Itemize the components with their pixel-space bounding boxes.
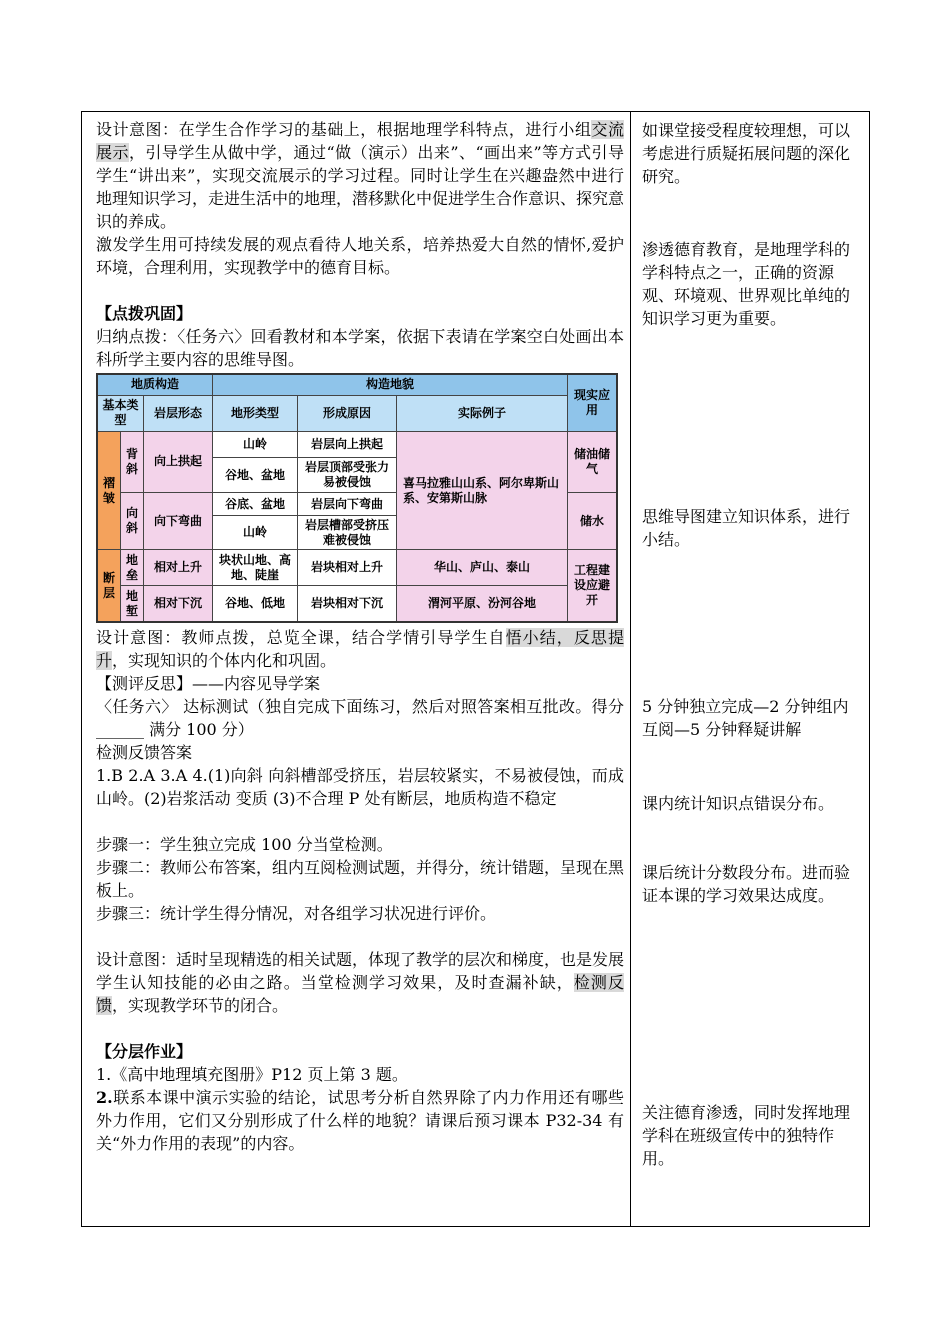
cell-rock-rise: 相对上升 xyxy=(144,550,213,586)
step-two: 步骤二：教师公布答案，组内互阅检测试题，并得分，统计错题，呈现在黑板上。 xyxy=(96,858,625,900)
cell-cause-blockup: 岩块相对上升 xyxy=(298,550,397,586)
row-anticline: 背斜 xyxy=(121,431,144,492)
cell-rock-up: 向上拱起 xyxy=(144,431,213,492)
homework-2-number: 2. xyxy=(96,1088,113,1107)
text-span: 设计意图：教师点拨，总览全课，结合学情引导学生自 xyxy=(96,628,506,647)
section-title-consolidate: 【点拨巩固】 xyxy=(96,304,193,323)
note-moral-education: 渗透德育教育，是地理学科的学科特点之一，正确的资源观、环境观、世界观比单纯的知识学习更为重要。 xyxy=(642,240,851,328)
step-one: 步骤一：学生独立完成 100 分当堂检测。 xyxy=(96,835,393,854)
note-moral-promotion: 关注德育渗透，同时发挥地理学科在班级宣传中的独特作用。 xyxy=(642,1103,851,1168)
cell-rock-sink: 相对下沉 xyxy=(144,586,213,622)
row-fault: 断层 xyxy=(97,550,121,622)
header-application: 现实应用 xyxy=(568,374,618,431)
cell-cause-up: 岩层向上拱起 xyxy=(298,431,397,457)
cell-ridge-2: 山岭 xyxy=(213,516,298,550)
section-title-assessment: 【测评反思】——内容见导学案 xyxy=(96,674,321,693)
answers: 1.B 2.A 3.A 4.(1)向斜 向斜槽部受挤压，岩层较紧实，不易被侵蚀，而成山岭。(2)岩浆活动 变质 (3)不合理 P 处有断层，地质构造不稳定 xyxy=(96,766,624,808)
cell-valley-basin: 谷地、盆地 xyxy=(213,458,298,493)
cell-ridge: 山岭 xyxy=(213,431,298,457)
design-intent-paragraph-3 xyxy=(96,948,624,1017)
cell-low-terrain: 谷地、低地 xyxy=(213,586,298,622)
cell-app-oil: 储油储气 xyxy=(568,431,618,492)
header-basic-type: 基本类型 xyxy=(97,395,144,431)
cell-cause-down: 岩层向下弯曲 xyxy=(298,493,397,516)
cell-block-terrain: 块状山地、高地、陡崖 xyxy=(213,550,298,586)
note-error-stats: 课内统计知识点错误分布。 xyxy=(642,794,835,813)
design-intent-paragraph-2 xyxy=(96,626,624,672)
cell-example-graben: 渭河平原、汾河谷地 xyxy=(397,586,568,622)
text-span: 设计意图：适时呈现精选的相关试题，体现了教学的层次和梯度，也是发展学生认知技能的必由之路。当堂检测学习效果，及时查漏补缺， xyxy=(96,950,625,992)
note-timing: 5 分钟独立完成—2 分钟组内互阅—5 分钟释疑讲解 xyxy=(642,697,849,739)
main-content-column xyxy=(96,118,624,1155)
text-span: 设计意图：在学生合作学习的基础上，根据地理学科特点，进行小组 xyxy=(96,120,592,139)
header-terrain-type: 地形类型 xyxy=(213,395,298,431)
text-span: ，实现知识的个体内化和巩固。 xyxy=(112,651,337,670)
header-geo-structure: 地质构造 xyxy=(97,374,213,395)
cell-example-fold: 喜马拉雅山山系、阿尔卑斯山系、安第斯山脉 xyxy=(397,431,568,550)
cell-cause-trough: 岩层槽部受挤压难被侵蚀 xyxy=(298,516,397,550)
header-cause: 形成原因 xyxy=(298,395,397,431)
text-span: ，引导学生从做中学，通过“做（演示）出来”、“画出来”等方式引导学生“讲出来”，实现交流展示的学习过程。同时让学生在兴趣盎然中进行地理知识学习，走进生活中的地理，潜移默化中促进学生合作意识、探究意识的养成。 xyxy=(96,143,625,231)
cell-valley-basin-2: 谷底、盆地 xyxy=(213,493,298,516)
answer-title: 检测反馈答案 xyxy=(96,743,193,762)
highlight-text: 悟小结，反思提升 xyxy=(96,628,624,670)
task-six-test: 〈任务六〉 达标测试（独自完成下面练习，然后对照答案相互批改。得分______ 满分 100 分） xyxy=(96,697,624,739)
cell-rock-down: 向下弯曲 xyxy=(144,493,213,550)
row-fold: 褶皱 xyxy=(97,431,121,550)
mind-map-table xyxy=(96,373,618,623)
cell-cause-blockdown: 岩块相对下沉 xyxy=(298,586,397,622)
note-score-stats: 课后统计分数段分布。进而验证本课的学习效果达成度。 xyxy=(642,863,851,905)
summary-instruction: 归纳点拨：〈任务六〉回看教材和本学案，依据下表请在学案空白处画出本科所学主要内容的思维导图。 xyxy=(96,327,624,369)
homework-2 xyxy=(96,1086,624,1155)
section-title-homework: 【分层作业】 xyxy=(96,1042,193,1061)
row-graben: 地堑 xyxy=(121,586,144,622)
text-span: ，实现教学环节的闭合。 xyxy=(112,996,289,1015)
cell-app-engineering: 工程建设应避开 xyxy=(568,550,618,622)
lesson-plan-table xyxy=(81,111,870,1227)
note-mind-map: 思维导图建立知识体系，进行小结。 xyxy=(642,507,851,549)
moral-education-paragraph: 激发学生用可持续发展的观点看待人地关系，培养热爱大自然的情怀,爱护环境，合理利用，实现教学中的德育目标。 xyxy=(96,235,624,277)
row-horst: 地垒 xyxy=(121,550,144,586)
header-rock-form: 岩层形态 xyxy=(144,395,213,431)
highlight-text: 交流展示 xyxy=(96,120,624,162)
step-three: 步骤三：统计学生得分情况，对各组学习状况进行评价。 xyxy=(96,904,497,923)
note-extension: 如课堂接受程度较理想，可以考虑进行质疑拓展问题的深化研究。 xyxy=(642,121,851,186)
design-intent-paragraph-1 xyxy=(96,118,624,233)
header-example: 实际例子 xyxy=(397,395,568,431)
cell-app-water: 储水 xyxy=(568,493,618,550)
row-syncline: 向斜 xyxy=(121,493,144,550)
text-span: 联系本课中演示实验的结论，试思考分析自然界除了内力作用还有哪些外力作用，它们又分别形成了什么样的地貌？请课后预习课本 P32-34 有关“外力作用的表现”的内容。 xyxy=(96,1088,624,1153)
column-divider xyxy=(630,112,631,1226)
homework-1: 1.《高中地理填充图册》P12 页上第 3 题。 xyxy=(96,1065,408,1084)
highlight-text: 检测反馈 xyxy=(96,973,624,1015)
cell-example-horst: 华山、庐山、泰山 xyxy=(397,550,568,586)
cell-cause-top: 岩层顶部受张力易被侵蚀 xyxy=(298,458,397,493)
header-landform: 构造地貌 xyxy=(213,374,568,395)
